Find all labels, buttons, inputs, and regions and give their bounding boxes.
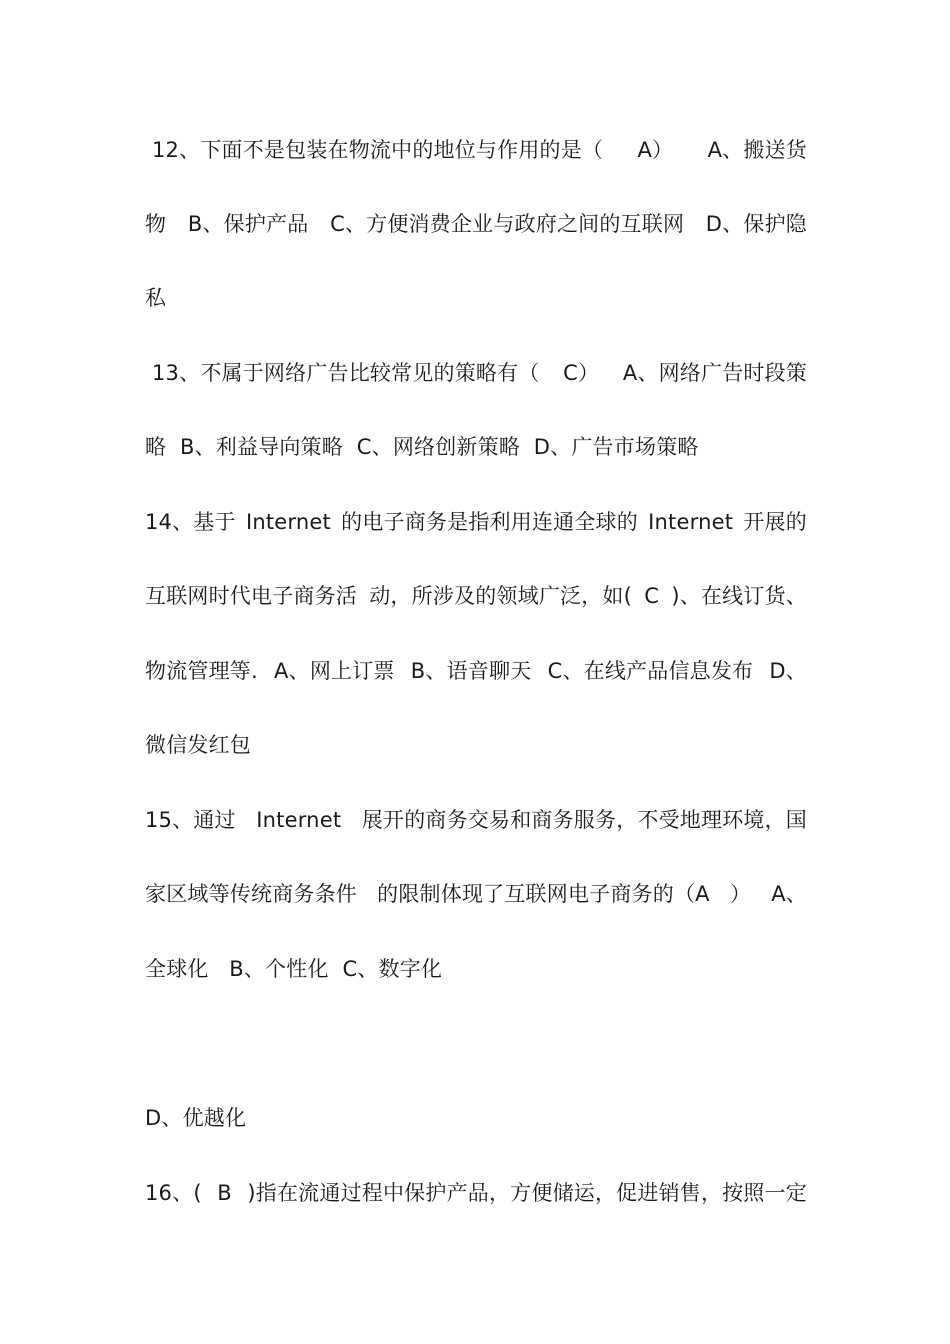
text-run: Internet [256, 808, 342, 832]
text-run: 物 [145, 212, 167, 236]
option-a: A、网上订票 [274, 659, 395, 683]
text-run: Internet [245, 510, 331, 534]
text-run: 物流管理等. [145, 659, 258, 683]
question-13-line-2 [145, 433, 807, 461]
text-run: 全球化 [145, 957, 209, 981]
question-12-line-1 [152, 136, 807, 164]
question-16-line-1 [145, 1179, 807, 1207]
text-run: ） [729, 882, 752, 906]
answer-mark: C [644, 584, 660, 608]
answer-mark: B [217, 1181, 232, 1205]
answer-mark: C） [563, 361, 600, 385]
text-run: 互联网时代电子商务活 [145, 584, 357, 608]
option-d: D、广告市场策略 [533, 435, 699, 459]
option-b: B、个性化 [229, 957, 329, 981]
text-run: Internet [648, 510, 734, 534]
question-14-line-2 [145, 582, 807, 610]
text-run: 展开的商务交易和商务服务，不受地理环境，国 [361, 808, 807, 832]
question-12-line-3 [145, 284, 807, 312]
question-14-line-1 [145, 508, 807, 536]
option-b: B、保护产品 [187, 212, 309, 236]
question-15-line-1 [145, 806, 807, 834]
question-15-line-3 [145, 955, 807, 983]
answer-mark: 的限制体现了互联网电子商务的（A [377, 882, 710, 906]
option-d: D、优越化 [145, 1106, 247, 1130]
answer-mark: A） [637, 138, 674, 162]
text-run: 14、基于 [145, 510, 236, 534]
question-13-line-1 [152, 359, 807, 387]
question-12-line-2 [145, 210, 807, 238]
question-14-line-3 [145, 657, 807, 685]
option-c: C、方便消费企业与政府之间的互联网 [330, 212, 685, 236]
option-b: B、利益导向策略 [179, 435, 343, 459]
question-15-line-2 [145, 880, 807, 908]
option-a: A、 [771, 882, 807, 906]
text-run: 家区域等传统商务条件 [145, 882, 357, 906]
text-run: 微信发红包 [145, 733, 251, 757]
option-c: C、数字化 [342, 957, 443, 981]
question-15-line-4 [145, 1104, 807, 1132]
text-run: A、搬送货 [707, 138, 807, 162]
text-run: 13、不属于网络广告比较常见的策略有（ [152, 361, 540, 385]
text-run: 的电子商务是指利用连通全球的 [341, 510, 638, 534]
text-run: )、在线订货、 [671, 584, 807, 608]
option-d: D、保护隐 [705, 212, 807, 236]
option-c: C、网络创新策略 [356, 435, 521, 459]
question-14-line-4 [145, 731, 807, 759]
text-run: 12、下面不是包装在物流中的地位与作用的是（ [152, 138, 604, 162]
text-run: 开展的 [743, 510, 807, 534]
text-run: 动，所涉及的领域广泛，如( [369, 584, 633, 608]
text-run: 私 [145, 286, 167, 310]
text-run: 略 [145, 435, 167, 459]
text-run: 15、通过 [145, 808, 236, 832]
text-run: A、网络广告时段策 [622, 361, 807, 385]
option-c: C、在线产品信息发布 [547, 659, 754, 683]
option-d: D、 [769, 659, 807, 683]
option-b: B、语音聊天 [410, 659, 532, 683]
text-run: )指在流通过程中保护产品，方便储运，促进销售，按照一定 [247, 1181, 807, 1205]
text-run: 16、( [145, 1181, 202, 1205]
